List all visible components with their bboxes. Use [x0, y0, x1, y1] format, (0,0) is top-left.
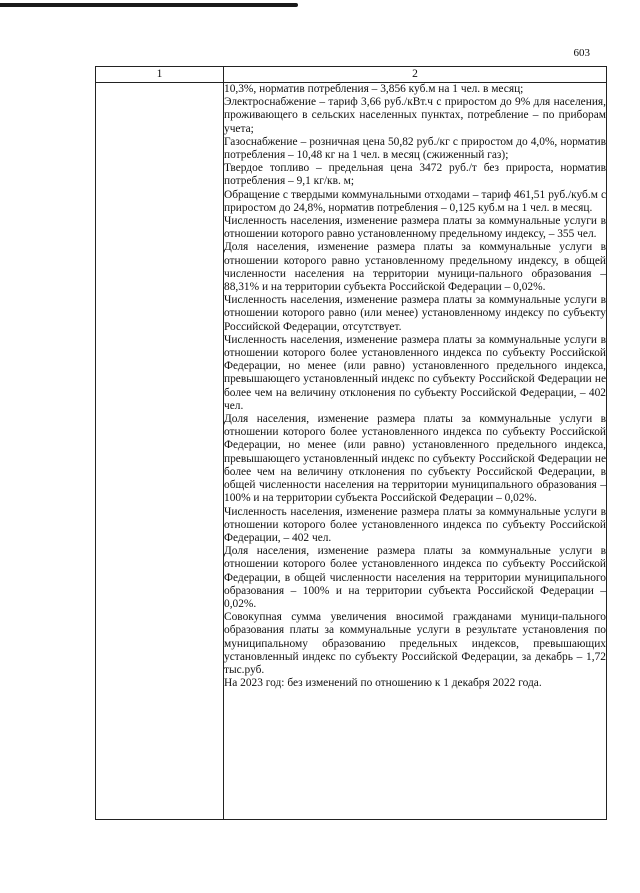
paragraph-2023: На 2023 год: без изменений по отношению к 1 декабря 2022 года. [224, 677, 542, 690]
paragraph-population-less: Численность населения, изменение размера платы за коммунальные услуги в отношении которого равно (или менее) установленному индексу по субъекту Российской Федерации, отсутствует. [224, 294, 606, 333]
page-number: 603 [573, 47, 590, 59]
column-2-cell [224, 83, 607, 820]
scan-artifact-bar [0, 3, 298, 7]
paragraph-electricity: Электроснабжение – тариф 3,66 руб./кВт.ч с приростом до 9% для населения, проживающего в сельских населенных пунктах, потребление – по приборам учета; [224, 96, 606, 135]
paragraph-gas: Газоснабжение – розничная цена 50,82 руб./кг с приростом до 4,0%, норматив потребления – 10,48 кг на 1 чел. в месяц (сжиженный газ); [224, 135, 606, 162]
paragraph-share-equal: Доля населения, изменение размера платы за коммунальные услуги в отношении которого равно установленному предельному индексу, в общей численности населения на территории муници-пального образования – 88,31% и на территории субъекта Российской Федерации – 0,02%. [224, 241, 606, 294]
paragraph-total-sum: Совокупная сумма увеличения вносимой гражданами муници-пального образования платы за коммунальные услуги в результате установления по муниципальному образованию предельных индексов, превышающих установленный индекс по субъекту Российской Федерации, за декабрь – 1,72 тыс.руб. [224, 611, 606, 676]
paragraph-solid-fuel: Твердое топливо – предельная цена 3472 руб./т без прироста, норматив потребления – 9,1 кг/кв. м; [224, 162, 606, 188]
column-header-1: 1 [96, 67, 224, 83]
paragraph-share-deviation: Доля населения, изменение размера платы за коммунальные услуги в отношении которого более установленного индекса по субъекту Российской Федерации, но менее (или равно) установленного предельного индекса, превышающего установленный индекс по субъекту Российской Федерации не более чем на величину отклонения по субъекту Российской Федерации, в общей численности населения на территории муниципального образования – 100% и на территории субъекта Российской Федерации – 0,02%. [224, 413, 606, 505]
paragraph-population-deviation: Численность населения, изменение размера платы за коммунальные услуги в отношении которого более установленного индекса по субъекту Российской Федерации, но менее (или равно) установленного предельного индекса, превышающего установленный индекс по субъекту Российской Федерации не более чем на величину отклонения по субъекту Российской Федерации, – 402 чел. [224, 333, 606, 412]
paragraph-population-equal: Численность населения, изменение размера платы за коммунальные услуги в отношении которого равно установленному предельному индексу, – 355 чел. [224, 215, 606, 241]
document-table [95, 66, 607, 820]
table-row [96, 83, 607, 820]
column-header-2: 2 [224, 67, 607, 83]
paragraph-share-more: Доля населения, изменение размера платы за коммунальные услуги в отношении которого более установленного индекса по субъекту Российской Федерации, в общей численности населения на территории муниципального образования – 100% и на территории субъекта Российской Федерации – 0,02%. [224, 545, 606, 610]
paragraph-population-more: Численность населения, изменение размера платы за коммунальные услуги в отношении которого более установленного индекса по субъекту Российской Федерации, – 402 чел. [224, 505, 606, 544]
column-1-cell [96, 83, 224, 820]
table-header-row [96, 67, 607, 83]
paragraph-water-norm: 10,3%, норматив потребления – 3,856 куб.м на 1 чел. в месяц; [224, 83, 524, 95]
paragraph-waste: Обращение с твердыми коммунальными отходами – тариф 461,51 руб./куб.м с приростом до 24,8%, норматив потребления – 0,125 куб.м на 1 чел. в месяц. [224, 188, 606, 214]
